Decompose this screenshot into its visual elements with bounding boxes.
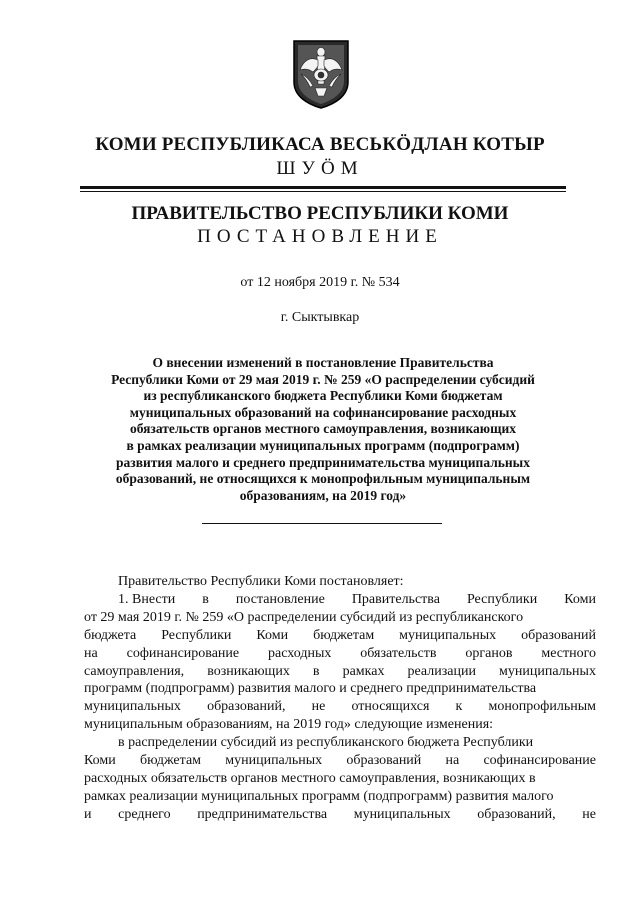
body-word: Коми — [84, 753, 116, 769]
body-word: муниципальных — [499, 663, 596, 679]
header-resolution: ПОСТАНОВЛЕНИЕ — [197, 226, 443, 247]
body-word: в распределении субсидий из республиканского бюджета Республики — [118, 735, 534, 751]
body-intro: Правительство Республики Коми постановляет: — [118, 574, 404, 589]
title-line: О внесении изменений в постановление Правительства — [152, 355, 494, 370]
body-word: относящихся — [351, 699, 430, 715]
body-line — [84, 591, 596, 609]
body-word: образований, — [477, 806, 556, 822]
komi-coat-of-arms-icon — [291, 38, 351, 110]
body-word: муниципальным образованиям, на 2019 год» следующие изменения: — [84, 717, 494, 733]
body-word: постановление — [235, 591, 325, 607]
body-word: в — [202, 591, 209, 607]
body-word: софинансирование — [483, 753, 596, 769]
body-text — [84, 573, 596, 824]
body-word: Коми — [564, 591, 596, 607]
title-underline — [202, 523, 442, 524]
body-word: к — [455, 699, 463, 715]
title-line: образованиям, на 2019 год» — [239, 487, 407, 503]
body-line — [84, 627, 596, 645]
body-word: Республики — [161, 627, 232, 643]
body-word: расходных обязательств органов местного самоуправления, возникающих в — [84, 770, 536, 786]
header-government: ПРАВИТЕЛЬСТВО РЕСПУБЛИКИ КОМИ — [131, 203, 509, 224]
body-word: образований, — [207, 699, 286, 715]
document-title — [80, 355, 566, 504]
body-line — [84, 698, 596, 716]
body-word: бюджетам — [139, 753, 202, 769]
body-word: муниципальных — [399, 627, 497, 643]
body-line — [84, 680, 596, 698]
body-word: рамках — [342, 663, 385, 679]
body-word: Коми — [256, 627, 289, 643]
body-word: возникающих — [207, 663, 290, 679]
body-word: Правительства — [351, 591, 440, 607]
body-word: 1. Внести — [118, 591, 176, 607]
header-komi-line2: ШУӦМ — [276, 158, 364, 179]
body-line — [84, 770, 596, 788]
body-word: среднего — [118, 806, 171, 822]
body-word: не — [311, 699, 326, 715]
body-word: на — [445, 753, 460, 769]
body-word: на — [84, 645, 98, 661]
body-word: образований — [521, 627, 596, 643]
title-line: в рамках реализации муниципальных программ (подпрограмм) — [126, 437, 520, 453]
body-line — [84, 645, 596, 663]
document-city: г. Сыктывкар — [280, 310, 360, 325]
body-line — [84, 716, 596, 734]
body-word: в — [312, 663, 320, 679]
body-line — [84, 752, 596, 770]
body-word: муниципальных — [225, 753, 323, 769]
body-word: органов — [465, 645, 513, 661]
title-line: обязательств органов местного самоуправления, возникающих — [129, 421, 517, 437]
body-word: бюджета — [84, 627, 137, 643]
body-word: не — [582, 806, 596, 822]
body-word: рамках реализации муниципальных программ (подпрограмм) развития малого — [84, 788, 554, 804]
header-divider-thick — [80, 186, 566, 189]
body-word: самоуправления, — [84, 663, 185, 679]
body-word: софинансирование — [126, 645, 240, 661]
body-word: муниципальных — [353, 806, 451, 822]
body-word: Республики — [466, 591, 538, 607]
body-word: муниципальных — [84, 699, 181, 715]
title-line: развития малого и среднего предпринимательства муниципальных — [116, 454, 530, 470]
body-word: и — [84, 806, 92, 822]
body-word: монопрофильным — [488, 699, 596, 715]
body-line — [84, 788, 596, 806]
document-date-number: от 12 ноября 2019 г. № 534 — [240, 275, 400, 290]
header-divider-thin — [80, 191, 566, 192]
title-line: из республиканского бюджета Республики Коми бюджетам — [143, 388, 503, 404]
body-word: образований — [346, 753, 422, 769]
body-line — [84, 806, 596, 824]
body-word: местного — [541, 645, 596, 661]
title-line: образований, не относящихся к монопрофильным муниципальным — [115, 471, 531, 487]
body-word: расходных — [268, 645, 332, 661]
body-word: бюджетам — [313, 627, 375, 643]
title-line: муниципальных образований на софинансирование расходных — [129, 404, 517, 420]
title-line: Республики Коми от 29 мая 2019 г. № 259 «О распределении субсидий — [111, 371, 535, 387]
header-komi-line1: КОМИ РЕСПУБЛИКАСА ВЕСЬКӦДЛАН КОТЫР — [95, 134, 545, 155]
body-line — [84, 609, 596, 627]
body-word: обязательств — [360, 645, 437, 661]
body-line — [84, 734, 596, 752]
body-word: от 29 мая 2019 г. № 259 «О распределении субсидий из республиканского — [84, 609, 524, 625]
body-word: реализации — [407, 663, 476, 679]
body-line — [84, 663, 596, 681]
body-word: предпринимательства — [197, 806, 328, 822]
body-word: программ (подпрограмм) развития малого и среднего предпринимательства — [84, 681, 537, 697]
